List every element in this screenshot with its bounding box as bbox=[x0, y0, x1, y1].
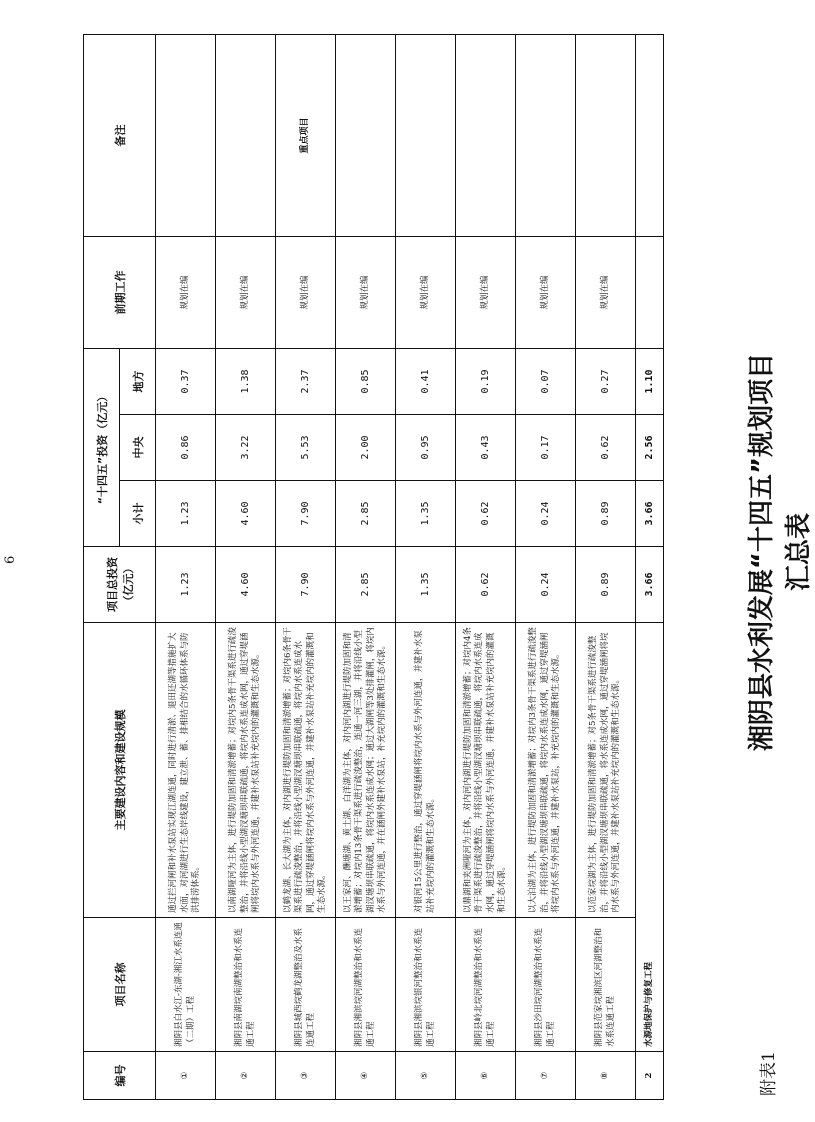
row-content: 以南湖哑河为主体，进行堤防加固和清淤增蓄；对垸内5条骨干渠系进行疏浚整治，并将沿线小型湖汊塘坝串联疏通，将垸内水系连成水网，通过穿堤涵闸将垸内水系与外河连通，并建补水泵站补充垸内的灌溉和生态水源。 bbox=[216, 623, 276, 918]
row-subtotal: 7.90 bbox=[276, 481, 336, 547]
table-row bbox=[456, 34, 516, 1099]
row-remark bbox=[156, 34, 216, 236]
table-row bbox=[516, 34, 576, 1099]
row-central: 5.53 bbox=[276, 415, 336, 481]
row-name: 湘阴县白水江-东湖-湘江水系连通（二期）工程 bbox=[156, 918, 216, 1052]
summary-local: 1.10 bbox=[636, 348, 664, 414]
table-row bbox=[156, 34, 216, 1099]
row-prep: 规划在编 bbox=[456, 236, 516, 348]
row-name: 湘阴县南湖垸南湖整治和水系连通工程 bbox=[216, 918, 276, 1052]
row-total: 2.85 bbox=[336, 547, 396, 623]
row-local: 0.41 bbox=[396, 348, 456, 414]
annex-label: 附表1 bbox=[759, 1051, 779, 1096]
row-subtotal: 4.60 bbox=[216, 481, 276, 547]
row-name: 湘阴县范家垸湘滨区河湖整治和水系连通工程 bbox=[576, 918, 636, 1052]
row-local: 0.85 bbox=[336, 348, 396, 414]
row-total: 0.62 bbox=[456, 547, 516, 623]
header-prep: 前期工作 bbox=[84, 236, 156, 348]
row-subtotal: 2.85 bbox=[336, 481, 396, 547]
summary-no: 2 bbox=[636, 1052, 664, 1100]
row-no: ① bbox=[156, 1052, 216, 1100]
row-prep: 规划在编 bbox=[336, 236, 396, 348]
row-content: 通过拦河闸和补水泵站实现江湖连通，同时进行清淤、退田还湖等措施扩大水面，对河湖进行生态岸线建设，建立泄、蓄、排相结合的水循环体系与防洪排涝体系。 bbox=[156, 623, 216, 918]
row-remark bbox=[396, 34, 456, 236]
row-content: 以范家垸湖为主体，进行堤防加固和清淤增蓄；对5条骨干渠系进行疏浚整治，并将沿线小型湖汊塘坝串联疏通，将水系连成水网，通过穿堤涵闸将垸内水系与外河连通，并建补水泵站补充垸内的灌溉和生态水源。 bbox=[576, 623, 636, 918]
row-total: 1.23 bbox=[156, 547, 216, 623]
header-subtotal: 小计 bbox=[120, 481, 156, 547]
row-prep: 规划在编 bbox=[396, 236, 456, 348]
row-no: ② bbox=[216, 1052, 276, 1100]
row-total: 7.90 bbox=[276, 547, 336, 623]
row-total: 0.24 bbox=[516, 547, 576, 623]
header-central: 中央 bbox=[120, 415, 156, 481]
summary-subtotal: 3.66 bbox=[636, 481, 664, 547]
row-subtotal: 1.35 bbox=[396, 481, 456, 547]
row-prep: 规划在编 bbox=[156, 236, 216, 348]
row-prep: 规划在编 bbox=[516, 236, 576, 348]
row-local: 0.19 bbox=[456, 348, 516, 414]
row-central: 0.62 bbox=[576, 415, 636, 481]
row-central: 0.43 bbox=[456, 415, 516, 481]
row-prep: 规划在编 bbox=[576, 236, 636, 348]
row-content: 以鹤龙湖、长大湖为主体，对内湖进行堤防加固和清淤增蓄；对垸内6条骨干渠系进行疏浚整治，并将沿线小型湖汊塘坝串联疏通，将垸内水系连成水网，通过穿堤涵闸将垸内水系与外河连通，并建补水泵站补充垸内的灌溉和生态水源。 bbox=[276, 623, 336, 918]
table-row bbox=[396, 34, 456, 1099]
row-remark: 重点项目 bbox=[276, 34, 336, 236]
row-name: 湘阴县湘滨垸河湖整治和水系连通工程 bbox=[336, 918, 396, 1052]
header-total: 项目总投资（亿元） bbox=[84, 547, 156, 623]
row-content: 以大泊湖为主体，进行堤防加固和清淤增蓄；对垸内3条骨干渠系进行疏浚整治，并将沿线小型湖汊塘坝串联疏通，将垸内水系连成水网，通过穿堤涵闸将垸内水系与外河连通，并建补水泵站，补充垸内的灌溉和生态水源。 bbox=[516, 623, 576, 918]
row-name: 湘阴县城西垸鹤龙湖整治及水系连通工程 bbox=[276, 918, 336, 1052]
row-total: 4.60 bbox=[216, 547, 276, 623]
header-invest-group: “十四五”投资（亿元） bbox=[84, 348, 120, 546]
row-total: 0.89 bbox=[576, 547, 636, 623]
header-content: 主要建设内容和建设规模 bbox=[84, 623, 156, 918]
row-remark bbox=[516, 34, 576, 236]
table-row bbox=[336, 34, 396, 1099]
row-remark bbox=[456, 34, 516, 236]
summary-row bbox=[636, 34, 664, 1099]
row-name: 湘阴县湘滨垸银河整治和水系连通工程 bbox=[396, 918, 456, 1052]
header-no: 编号 bbox=[84, 1052, 156, 1100]
row-name: 湘阴县沙田垸河湖整治和水系连通工程 bbox=[516, 918, 576, 1052]
row-content: 对银河15公里进行整治，通过穿堤涵闸将垸内水系与外河连通，并建补水泵站补充垸内的灌溉和生态水源。 bbox=[396, 623, 456, 918]
header-remark: 备注 bbox=[84, 34, 156, 236]
row-content: 以鼎湖和夹洲哑河为主体，对内河内湖进行堤防加固和清淤增蓄；对垸内4条骨干渠系进行疏浚整治，并将沿线小型湖汊塘坝串联疏通，将垸内水系连成水网，通过穿堤涵闸将垸内水系与外河连通，并建补水泵站补充垸内的灌溉和生态水源。 bbox=[456, 623, 516, 918]
page-number: 6 bbox=[3, 555, 18, 564]
table-row bbox=[216, 34, 276, 1099]
row-remark bbox=[216, 34, 276, 236]
row-local: 2.37 bbox=[276, 348, 336, 414]
row-prep: 规划在编 bbox=[216, 236, 276, 348]
row-no: ④ bbox=[336, 1052, 396, 1100]
row-no: ⑦ bbox=[516, 1052, 576, 1100]
summary-remark bbox=[636, 34, 664, 236]
page-title: 湘阴县水利发展“十四五”规划项目汇总表 bbox=[747, 352, 814, 752]
row-local: 0.27 bbox=[576, 348, 636, 414]
row-remark bbox=[576, 34, 636, 236]
row-subtotal: 0.89 bbox=[576, 481, 636, 547]
row-no: ③ bbox=[276, 1052, 336, 1100]
row-no: ⑤ bbox=[396, 1052, 456, 1100]
row-subtotal: 0.24 bbox=[516, 481, 576, 547]
row-prep: 规划在编 bbox=[276, 236, 336, 348]
row-central: 0.86 bbox=[156, 415, 216, 481]
summary-total: 3.66 bbox=[636, 547, 664, 623]
row-subtotal: 0.62 bbox=[456, 481, 516, 547]
header-name: 项目名称 bbox=[84, 918, 156, 1052]
row-central: 0.95 bbox=[396, 415, 456, 481]
table-row bbox=[276, 34, 336, 1099]
row-central: 3.22 bbox=[216, 415, 276, 481]
row-remark bbox=[336, 34, 396, 236]
row-local: 1.38 bbox=[216, 348, 276, 414]
row-no: ⑥ bbox=[456, 1052, 516, 1100]
row-no: ⑧ bbox=[576, 1052, 636, 1100]
row-subtotal: 1.23 bbox=[156, 481, 216, 547]
row-name: 湘阴县岭北垸河湖整治和水系连通工程 bbox=[456, 918, 516, 1052]
row-total: 1.35 bbox=[396, 547, 456, 623]
header-local: 地方 bbox=[120, 348, 156, 414]
row-central: 2.00 bbox=[336, 415, 396, 481]
summary-name: 水源地保护与修复工程 bbox=[636, 623, 664, 1052]
row-local: 0.37 bbox=[156, 348, 216, 414]
project-summary-table bbox=[83, 34, 664, 1100]
table-row bbox=[576, 34, 636, 1099]
row-content: 以王家河、酬塘湖、黄土湖、白洋湖为主体，对内河内湖进行堤防加固和清淤增蓄；对垸内13条骨干渠系进行疏浚整治，连通一河三湖，并将沿线小型湖汊塘坝串联疏通，将垸内水系连成水网；通过大湖闸等3处排灌闸，将垸内水系与外河连通，并在涵闸外建补水泵站，补充垸内的灌溉和生态水源。 bbox=[336, 623, 396, 918]
row-central: 0.17 bbox=[516, 415, 576, 481]
summary-central: 2.56 bbox=[636, 415, 664, 481]
row-local: 0.07 bbox=[516, 348, 576, 414]
summary-prep bbox=[636, 236, 664, 348]
